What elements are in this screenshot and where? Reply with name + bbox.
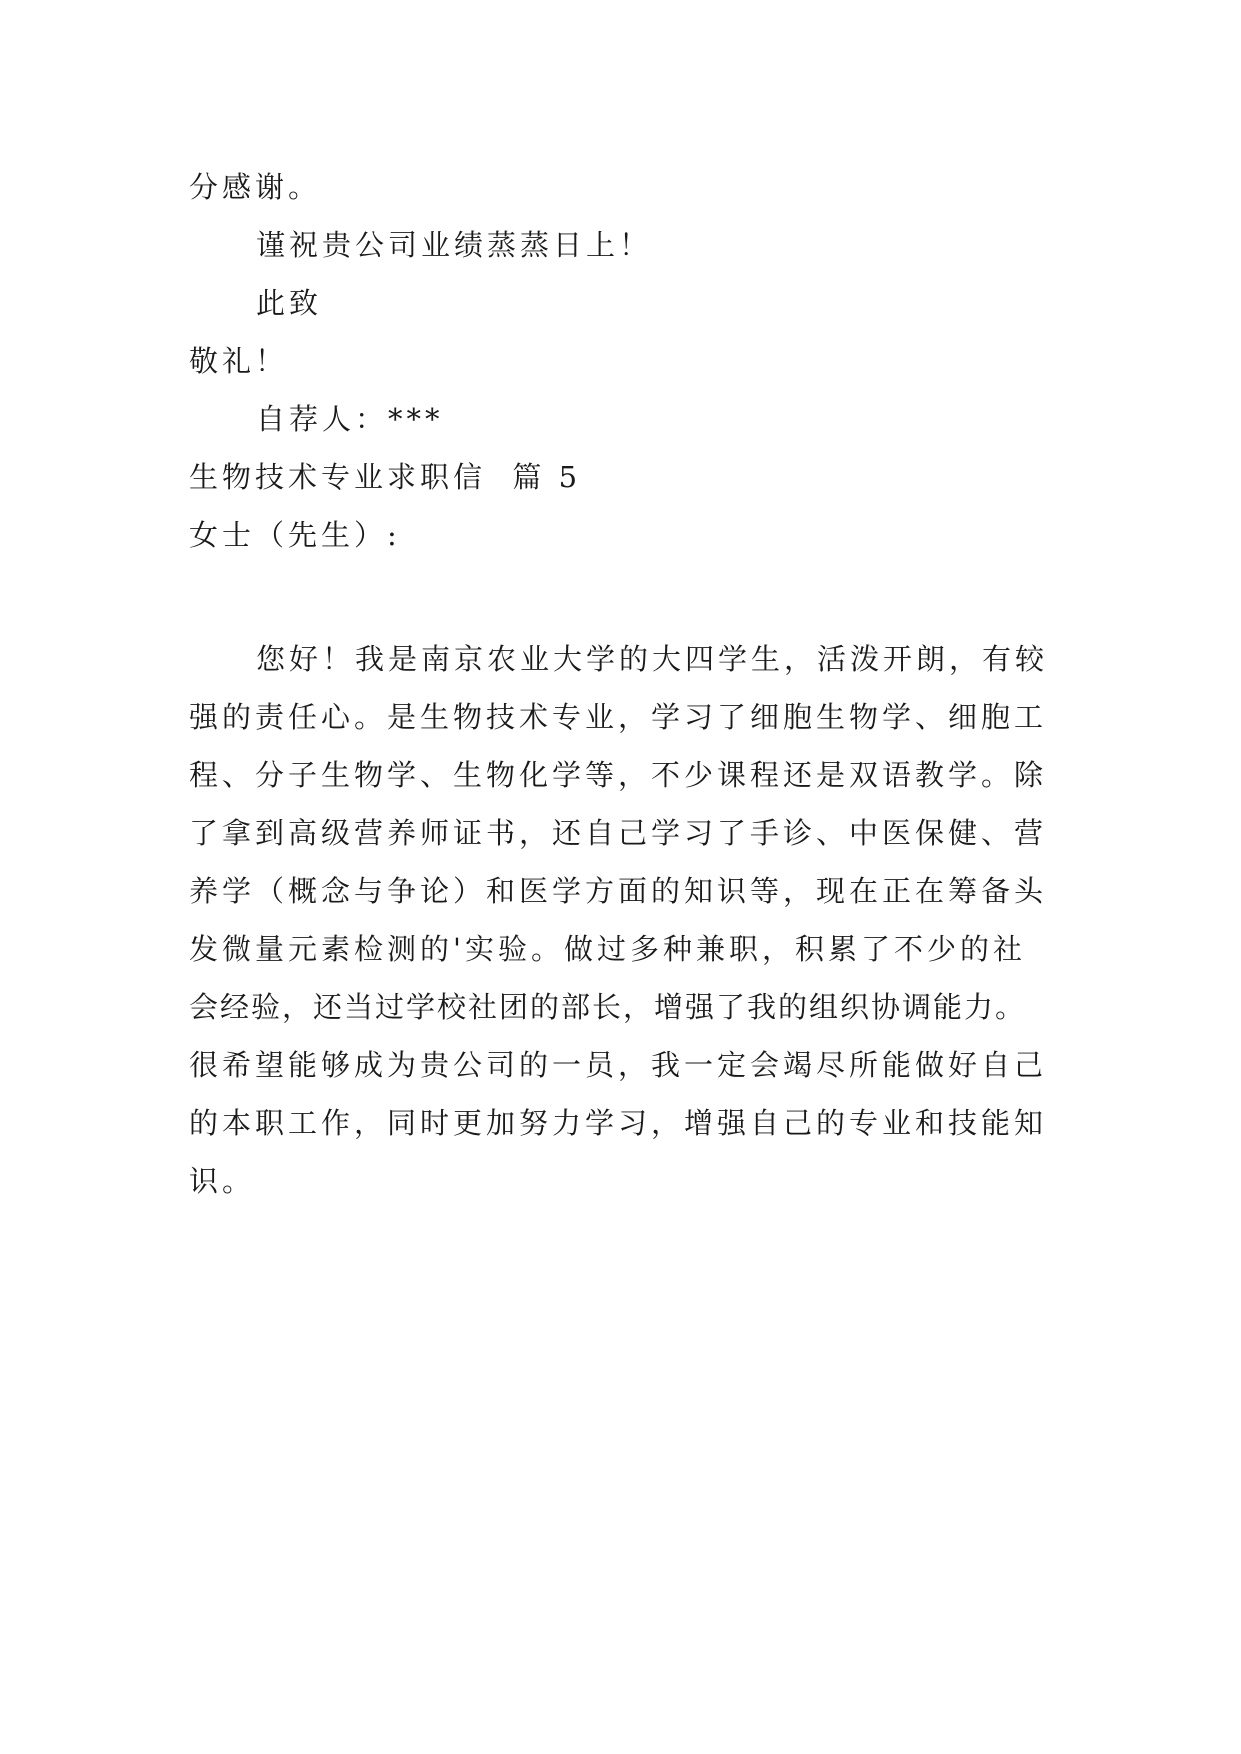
body-line: 养学（概念与争论）和医学方面的知识等，现在正在筹备头 — [189, 874, 1048, 908]
signature-line: 自荐人：*** — [256, 402, 444, 436]
body-line: 程、分子生物学、生物化学等，不少课程还是双语教学。除 — [189, 758, 1048, 792]
body-line: 的本职工作，同时更加努力学习，增强自己的专业和技能知 — [189, 1106, 1048, 1140]
body-line: 发微量元素检测的'实验。做过多种兼职，积累了不少的社 — [189, 932, 1026, 966]
body-line: 强的责任心。是生物技术专业，学习了细胞生物学、细胞工 — [189, 700, 1048, 734]
closing-wish: 谨祝贵公司业绩蒸蒸日上！ — [256, 228, 653, 262]
body-line: 识。 — [189, 1164, 256, 1198]
salutation-jingli: 敬礼！ — [189, 344, 289, 378]
body-line: 您好！我是南京农业大学的大四学生，活泼开朗，有较 — [256, 642, 1049, 676]
greeting-line: 女士（先生）: — [189, 518, 401, 552]
body-line: 了拿到高级营养师证书，还自己学习了手诊、中医保健、营 — [189, 816, 1048, 850]
body-line: 会经验，还当过学校社团的部长，增强了我的组织协调能力。 — [189, 990, 1027, 1024]
body-line: 很希望能够成为贵公司的一员，我一定会竭尽所能做好自己 — [189, 1048, 1048, 1082]
section-heading: 生物技术专业求职信 篇 5 — [189, 460, 582, 494]
body-paragraph — [189, 630, 1059, 1210]
closing-line-thanks: 分感谢。 — [189, 170, 322, 204]
salutation-cizhi: 此致 — [256, 286, 323, 320]
